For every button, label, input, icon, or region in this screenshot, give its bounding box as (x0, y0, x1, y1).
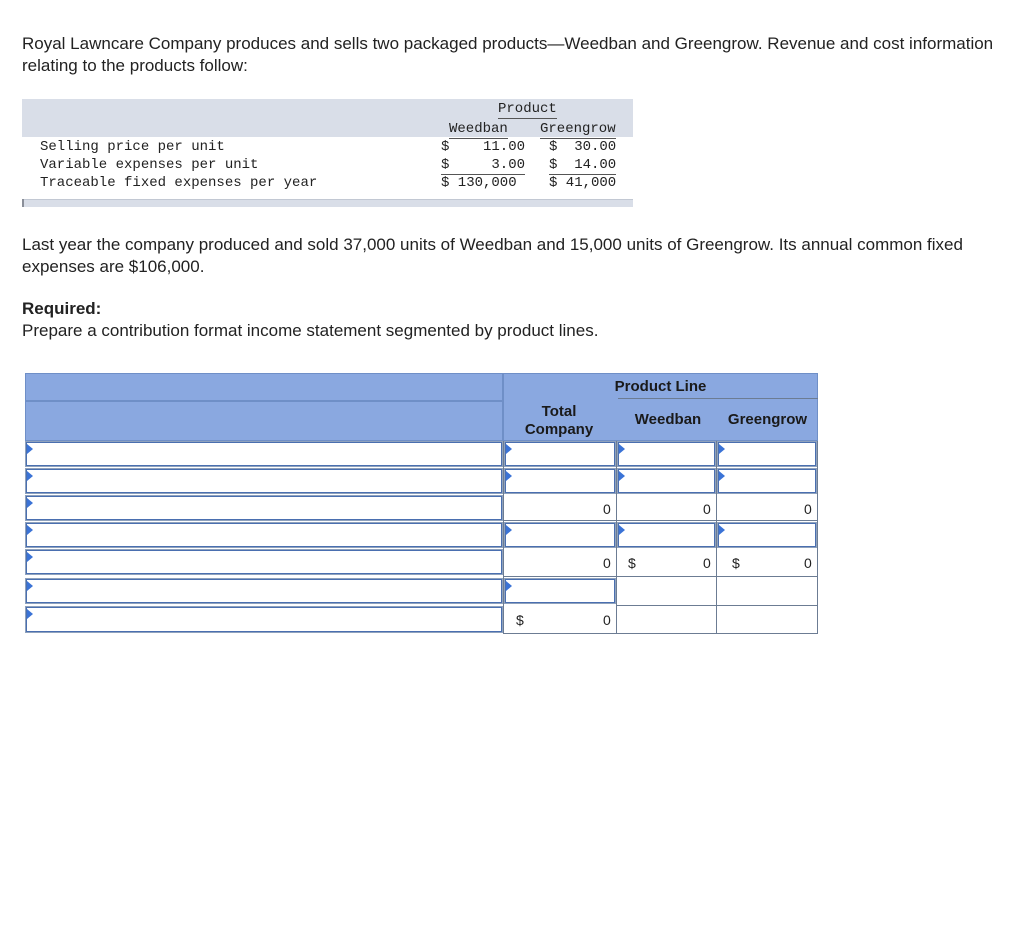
row7-total-currency: $ (516, 612, 524, 628)
dropdown-marker-icon (619, 525, 625, 535)
row4-weedban-input[interactable] (617, 522, 716, 548)
row7-total-value: 0 (603, 612, 611, 628)
dropdown-marker-icon (619, 444, 625, 454)
product-table-footer (22, 199, 633, 207)
product-info-table (22, 99, 633, 207)
row5-total-value: 0 (603, 555, 611, 571)
total-company-header: Total Company (524, 403, 594, 438)
col-greengrow-header: Greengrow (540, 121, 616, 137)
row6-total-input[interactable] (504, 578, 616, 604)
greengrow-traceable-fixed: $ 41,000 (549, 175, 617, 191)
dropdown-marker-icon (27, 525, 33, 535)
row2-total-input[interactable] (504, 468, 616, 494)
row3-bottom-rule (503, 520, 818, 521)
product-line-underline (618, 398, 818, 399)
weedban-header: Weedban (634, 411, 702, 428)
row4-greengrow-input[interactable] (717, 522, 817, 548)
row7-label-input[interactable] (25, 606, 503, 633)
dropdown-marker-icon (719, 471, 725, 481)
greengrow-variable-expenses: $ 14.00 (549, 157, 617, 173)
row1-label-input[interactable] (25, 441, 503, 467)
dropdown-marker-icon (719, 525, 725, 535)
header-label-cell-top (25, 373, 503, 401)
required-text: Prepare a contribution format income statement segmented by product lines. (22, 321, 599, 340)
dropdown-marker-icon (27, 444, 33, 454)
dropdown-marker-icon (27, 498, 33, 508)
row-label-selling-price: Selling price per unit (40, 139, 225, 155)
row5-label-input[interactable] (25, 549, 503, 575)
dropdown-marker-icon (27, 609, 33, 619)
dropdown-marker-icon (506, 581, 512, 591)
required-label: Required: (22, 299, 102, 318)
row-label-traceable-fixed: Traceable fixed expenses per year (40, 175, 318, 191)
production-paragraph: Last year the company produced and sold 37,000 units of Weedban and 15,000 units of Greengrow. Its annual common fixed expenses are $106,000. (22, 235, 963, 276)
dropdown-marker-icon (506, 525, 512, 535)
product-line-header: Product Line (614, 378, 707, 395)
row-label-variable-expenses: Variable expenses per unit (40, 157, 259, 173)
product-group-header: Product (498, 101, 557, 117)
grid-bottom-rule (503, 633, 818, 634)
row6-label-input[interactable] (25, 578, 503, 604)
weedban-selling-price: $ 11.00 (441, 139, 526, 155)
col-weedban-header: Weedban (449, 121, 508, 137)
row4-total-input[interactable] (504, 522, 616, 548)
income-statement-grid (25, 373, 818, 634)
row2-label-input[interactable] (25, 468, 503, 494)
row5-greengrow-value: 0 (804, 555, 812, 571)
dropdown-marker-icon (27, 471, 33, 481)
row3-weedban-value: 0 (703, 501, 711, 517)
dropdown-marker-icon (27, 552, 33, 562)
dropdown-marker-icon (506, 471, 512, 481)
row1-total-input[interactable] (504, 441, 616, 467)
row5-weedban-value: 0 (703, 555, 711, 571)
dropdown-marker-icon (619, 471, 625, 481)
product-table-footer-edge (22, 199, 24, 207)
row3-label-input[interactable] (25, 495, 503, 521)
row5-bottom-rule (503, 576, 818, 577)
row1-greengrow-input[interactable] (717, 441, 817, 467)
row3-greengrow-value: 0 (804, 501, 812, 517)
intro-text: Royal Lawncare Company produces and sells two packaged products—Weedban and Greengrow. Revenue and cost information relating to the products follow: (22, 34, 994, 75)
dropdown-marker-icon (506, 444, 512, 454)
greengrow-header: Greengrow (727, 411, 808, 428)
header-label-cell-bottom (25, 401, 503, 441)
row3-total-value: 0 (603, 501, 611, 517)
greengrow-selling-price: $ 30.00 (549, 139, 617, 155)
row2-greengrow-input[interactable] (717, 468, 817, 494)
weedban-variable-expenses: $ 3.00 (441, 157, 526, 173)
dropdown-marker-icon (27, 581, 33, 591)
row5-greengrow-currency: $ (732, 555, 740, 571)
row5-weedban-currency: $ (628, 555, 636, 571)
row4-label-input[interactable] (25, 522, 503, 548)
row2-weedban-input[interactable] (617, 468, 716, 494)
row6-bottom-rule (616, 605, 818, 606)
dropdown-marker-icon (719, 444, 725, 454)
weedban-traceable-fixed: $ 130,000 (441, 175, 517, 191)
row1-weedban-input[interactable] (617, 441, 716, 467)
